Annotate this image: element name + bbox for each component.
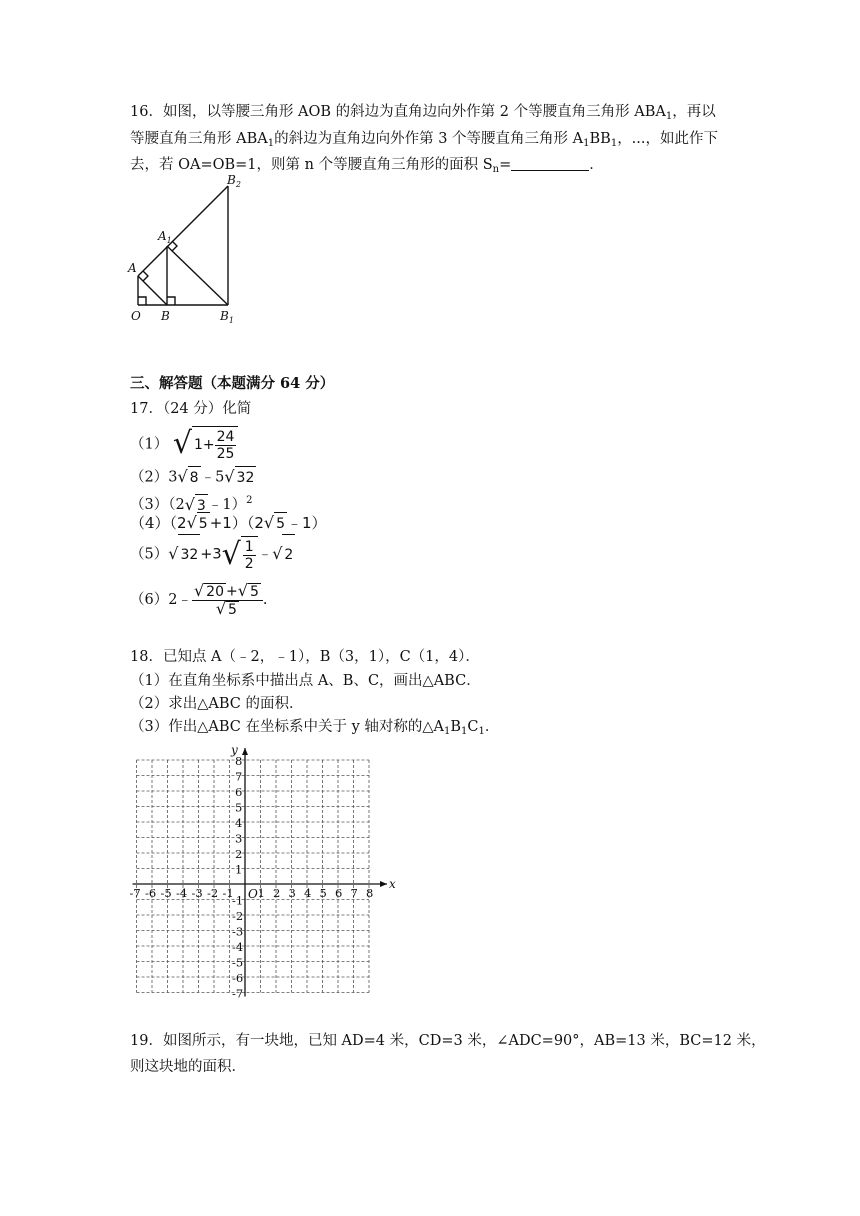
segment-ab: [138, 276, 167, 305]
section-3-title: 三、解答题（本题满分 64 分）: [130, 375, 335, 392]
x-tick-label: -1: [222, 886, 234, 900]
x-tick-label: -4: [176, 886, 188, 900]
label-a: A: [128, 261, 137, 275]
sqrt-3: √ 3: [185, 494, 208, 517]
right-angle-a: [143, 271, 148, 281]
q17-item-3: （3）（2 √ 3 ﹣1）$^2$: [130, 490, 252, 517]
fraction: $\frac{24}{25}$: [216, 428, 235, 462]
q17-item-1: （1） √ 1+ $\frac{24}{25}$: [130, 426, 238, 463]
y-tick-label: -6: [232, 971, 244, 985]
q17-item-2: （2）3 √ 8 ﹣5 √ 32: [130, 466, 256, 489]
label-b2: $B_2$: [227, 173, 241, 189]
x-tick-label: 7: [350, 886, 358, 900]
q18-line-4: （3）作出△ABC 在坐标系中关于 y 轴对称的$\triangle A_1B_1C_1$．: [130, 719, 500, 737]
sqrt-2: √ 2: [272, 534, 295, 575]
right-angle-o: [138, 297, 146, 305]
coordinate-grid[interactable]: [120, 740, 400, 1000]
q16-line-1: 16．如图，以等腰三角形 AOB 的斜边为直角边向外作第 2 个等腰直角三角形 $ABA_1$，再以: [130, 104, 716, 122]
y-tick-label: 1: [235, 862, 243, 877]
q18-line-3: （2）求出△ABC 的面积．: [130, 696, 304, 712]
sqrt-expression: √ 1+ $\frac{24}{25}$: [173, 426, 239, 463]
label-b1: $B_1$: [220, 309, 234, 325]
x-tick-label: -6: [145, 886, 157, 900]
x-tick-label: 4: [304, 886, 312, 900]
y-axis-label: y: [231, 743, 238, 757]
x-tick-label: -5: [160, 886, 172, 900]
y-tick-label: -5: [232, 955, 244, 970]
x-tick-label: -2: [207, 886, 219, 900]
label-a1: $A_1$: [158, 229, 172, 245]
x-axis-label: x: [389, 877, 396, 891]
x-tick-label: 2: [273, 886, 281, 900]
origin-label: O: [248, 887, 258, 901]
y-tick-label: 4: [235, 816, 243, 830]
y-tick-label: 8: [235, 754, 243, 768]
x-axis-arrow: [380, 881, 387, 887]
q19-line-1: 19．如图所示，有一块地，已知 AD=4 米，CD=3 米，∠ADC=90°，AB=13 米，BC=12 米，: [130, 1033, 766, 1049]
x-tick-label: -7: [129, 886, 141, 900]
q17-header: 17．（24 分）化简: [130, 401, 252, 417]
sqrt-8: √ 8: [177, 466, 200, 489]
segment-a1b1: [167, 246, 228, 305]
label-o: O: [131, 309, 141, 323]
y-tick-label: -1: [232, 893, 244, 908]
q18-line-2: （1）在直角坐标系中描出点 A、B、C，画出△ABC．: [130, 673, 481, 689]
sqrt-32-b: √ 32: [168, 534, 200, 575]
label-b: B: [161, 309, 170, 323]
x-tick-label: -3: [191, 886, 203, 900]
q17-item-5: （5） √ 32 +3 √ $\frac{1}{2}$ ﹣ √ 2: [130, 534, 295, 575]
q18-line-1: 18．已知点 A（﹣2，﹣1），B（3，1），C（1，4）．: [130, 649, 480, 665]
x-tick-label: 1: [257, 886, 265, 900]
y-tick-label: 7: [235, 769, 243, 784]
x-tick-label: 3: [288, 886, 296, 900]
x-tick-label: 8: [366, 886, 374, 900]
y-tick-label: 3: [235, 831, 243, 846]
y-tick-label: 5: [235, 800, 243, 815]
x-tick-label: 6: [335, 886, 343, 900]
sqrt-32: √ 32: [224, 466, 256, 489]
y-tick-label: 6: [235, 785, 243, 799]
right-angle-a1: [172, 241, 177, 251]
sqrt-5-a: √ 5: [187, 512, 210, 535]
q16-line-2: 等腰直角三角形 $ABA_1$的斜边为直角边向外作第 3 个等腰直角三角形 $A_1BB_1$，...，如此作下: [130, 131, 719, 149]
y-tick-label: -7: [232, 986, 244, 1000]
sqrt-5-b: √ 5: [264, 512, 287, 535]
q17-item-6: （6）2﹣ √ 20 + √ 5 √ 5 .: [130, 580, 268, 618]
y-tick-label: -2: [232, 909, 244, 923]
right-angle-b: [167, 297, 175, 305]
answer-blank[interactable]: [511, 156, 589, 171]
y-tick-label: -3: [232, 924, 244, 939]
y-tick-label: 2: [235, 847, 243, 861]
fraction-half: $\frac{1}{2}$: [244, 538, 254, 572]
q16-triangle-figure: [125, 172, 255, 330]
fraction-radicals: √ 20 + √ 5 √ 5: [192, 583, 263, 618]
x-tick-label: 5: [319, 886, 327, 900]
y-axis-arrow: [242, 748, 248, 755]
segment-ab2: [138, 186, 228, 276]
y-tick-label: -4: [232, 940, 244, 954]
q17-item-4: （4）（2 √ 5 +1）（2 √ 5 ﹣1）: [130, 512, 327, 535]
q19-line-2: 则这块地的面积．: [130, 1059, 246, 1075]
q16-line-3: 去，若 OA=OB=1，则第 n 个等腰直角三角形的面积 $S_n=$ ．: [130, 157, 604, 175]
sqrt-half: √ $\frac{1}{2}$: [222, 536, 258, 574]
